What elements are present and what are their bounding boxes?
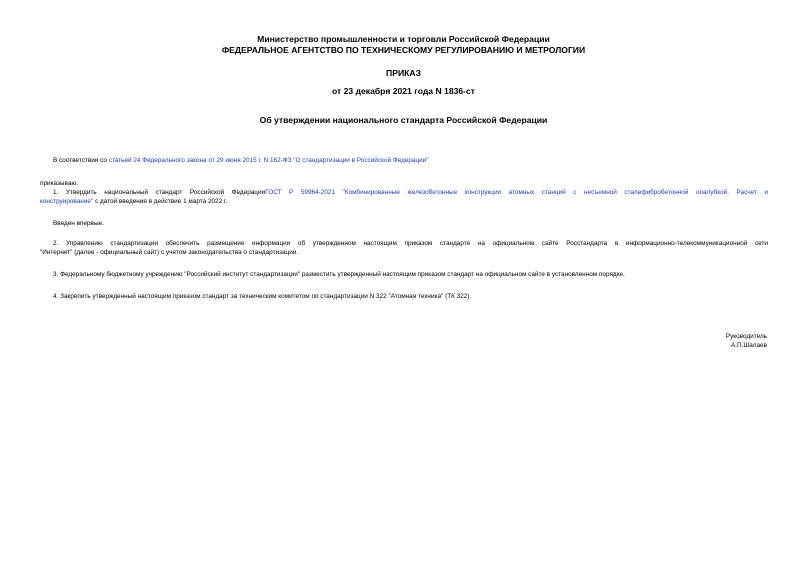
item-1-line-1 (53, 188, 768, 197)
federal-law-link[interactable]: статьей 24 Федерального закона от 29 июня 2015 г. N 162-ФЗ "О стандартизации в Российской Федерации" (108, 157, 429, 164)
signer-name: А.П.Шалаев (730, 342, 767, 349)
item-1-prefix: 1. Утвердить национальный стандарт Российской Федерации (53, 189, 266, 196)
preamble-prefix: В соответствии со (53, 157, 109, 164)
ministry-title: Министерство промышленности и торговли Российской Федерации (257, 34, 550, 44)
preamble (53, 156, 429, 165)
item-2-line-1: 2. Управлению стандартизации обеспечить размещение информации об утвержденном настоящим приказом стандарте на официальном сайте Росстандарта в информационно-телекоммуникационной сети (53, 240, 768, 247)
item-4: 4. Закрепить утвержденный настоящим приказом стандарт за техническим комитетом по стандартизации N 322 "Атомная техника" (ТК 322). (53, 293, 472, 300)
item-3: 3. Федеральному бюджетному учреждению "Российский институт стандартизации" разместить утвержденный настоящим приказом стандарт на официальном сайте в установленном порядке. (53, 271, 625, 278)
item-1-line-2 (40, 197, 227, 206)
item-1-suffix: с датой введения в действие 1 марта 2022 г. (93, 198, 228, 205)
gost-link[interactable]: ГОСТ Р 59964-2021 "Комбинированные железобетонные конструкции атомных станций с несъемной сталефибробетонной опалубкой. Расчет и (265, 189, 768, 196)
document-subject: Об утверждении национального стандарта Российской Федерации (259, 115, 548, 125)
gost-link-continuation[interactable]: конструирование" (40, 198, 94, 205)
order-word: приказываю: (40, 180, 78, 187)
document-type: ПРИКАЗ (386, 68, 421, 78)
introduced-note: Введен впервые. (53, 220, 104, 227)
item-2-line-2: "Интернет" (далее - официальный сайт) с учетом законодательства о стандартизации. (40, 249, 299, 256)
document-date-number: от 23 декабря 2021 года N 1836-ст (331, 86, 476, 96)
signer-title: Руководитель (725, 333, 767, 340)
agency-title: ФЕДЕРАЛЬНОЕ АГЕНТСТВО ПО ТЕХНИЧЕСКОМУ РЕГУЛИРОВАНИЮ И МЕТРОЛОГИИ (221, 45, 586, 55)
